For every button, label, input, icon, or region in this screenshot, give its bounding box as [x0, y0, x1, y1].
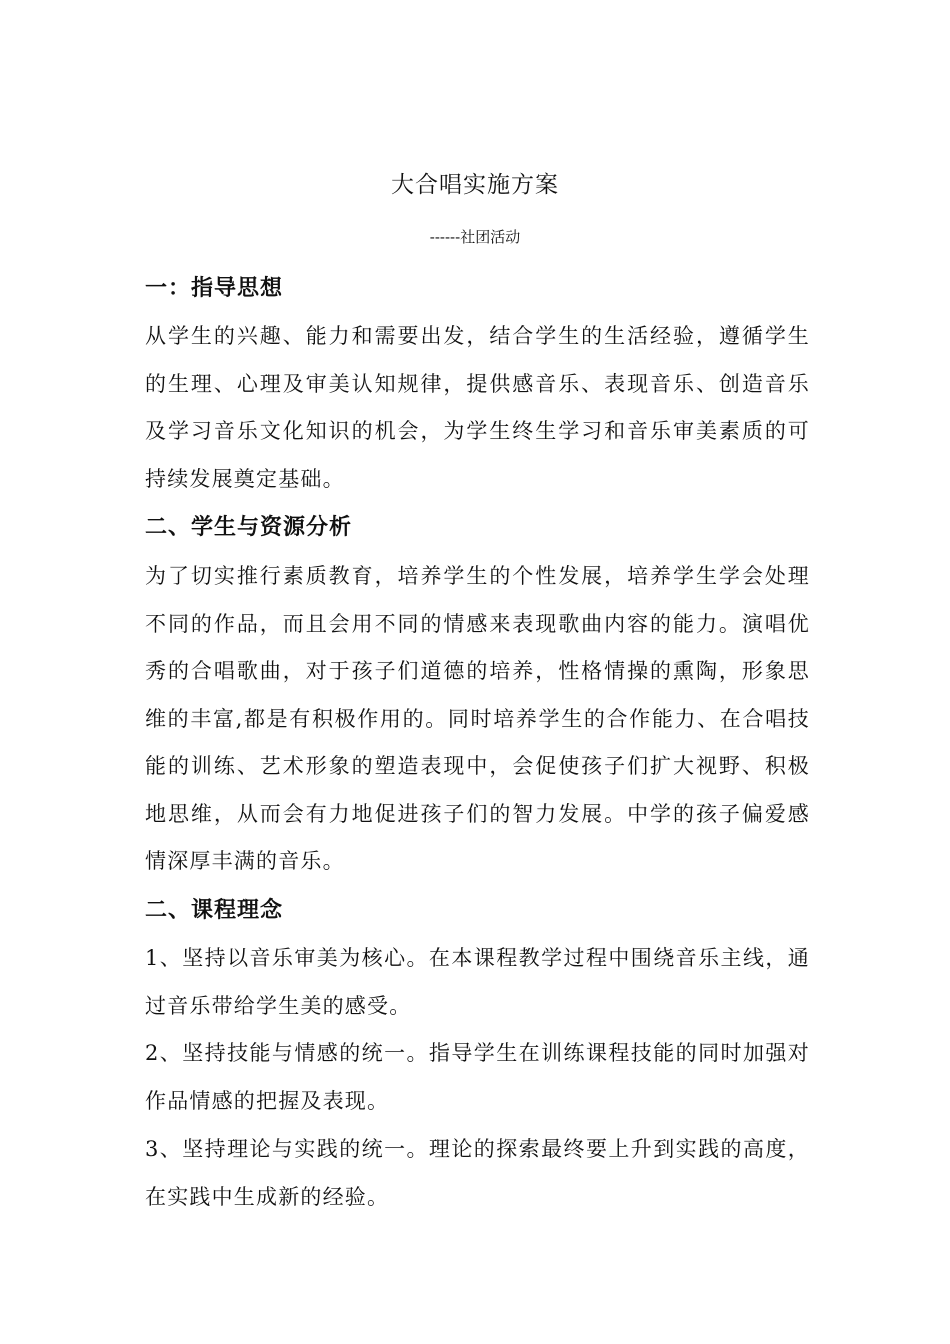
section-guiding-ideology-body — [145, 313, 810, 503]
section-student-resource-analysis — [145, 511, 810, 545]
section-course-philosophy-item-2 — [145, 1030, 810, 1125]
list-item: 3、坚持理论与实践的统一。理论的探索最终要上升到实践的高度，在实践中生成新的经验。 — [145, 1137, 810, 1209]
section-heading: 一：指导思想 — [145, 276, 284, 301]
section-heading: 二、课程理念 — [145, 898, 284, 923]
section-student-resource-analysis-body — [145, 553, 810, 886]
section-course-philosophy-item-3 — [145, 1126, 810, 1221]
document-subtitle: ------社团活动 — [429, 228, 521, 246]
section-heading: 二、学生与资源分析 — [145, 515, 353, 540]
paragraph: 从学生的兴趣、能力和需要出发，结合学生的生活经验，遵循学生的生理、心理及审美认知规律，提供感音乐、表现音乐、创造音乐及学习音乐文化知识的机会，为学生终生学习和音乐审美素质的可持续发展奠定基础。 — [145, 324, 810, 491]
section-course-philosophy — [145, 894, 810, 928]
document-title: 大合唱实施方案 — [391, 172, 559, 198]
list-item: 1、坚持以音乐审美为核心。在本课程教学过程中围绕音乐主线，通过音乐带给学生美的感受。 — [145, 946, 810, 1018]
list-item: 2、坚持技能与情感的统一。指导学生在训练课程技能的同时加强对作品情感的把握及表现。 — [145, 1041, 810, 1113]
paragraph: 为了切实推行素质教育，培养学生的个性发展，培养学生学会处理不同的作品，而且会用不同的情感来表现歌曲内容的能力。演唱优秀的合唱歌曲，对于孩子们道德的培养，性格情操的熏陶，形象思维的丰富,都是有积极作用的。同时培养学生的合作能力、在合唱技能的训练、艺术形象的塑造表现中，会促使孩子们扩大视野、积极地思维，从而会有力地促进孩子们的智力发展。中学的孩子偏爱感情深厚丰满的音乐。 — [145, 564, 810, 873]
section-course-philosophy-item-1 — [145, 935, 810, 1030]
section-guiding-ideology — [145, 272, 810, 306]
